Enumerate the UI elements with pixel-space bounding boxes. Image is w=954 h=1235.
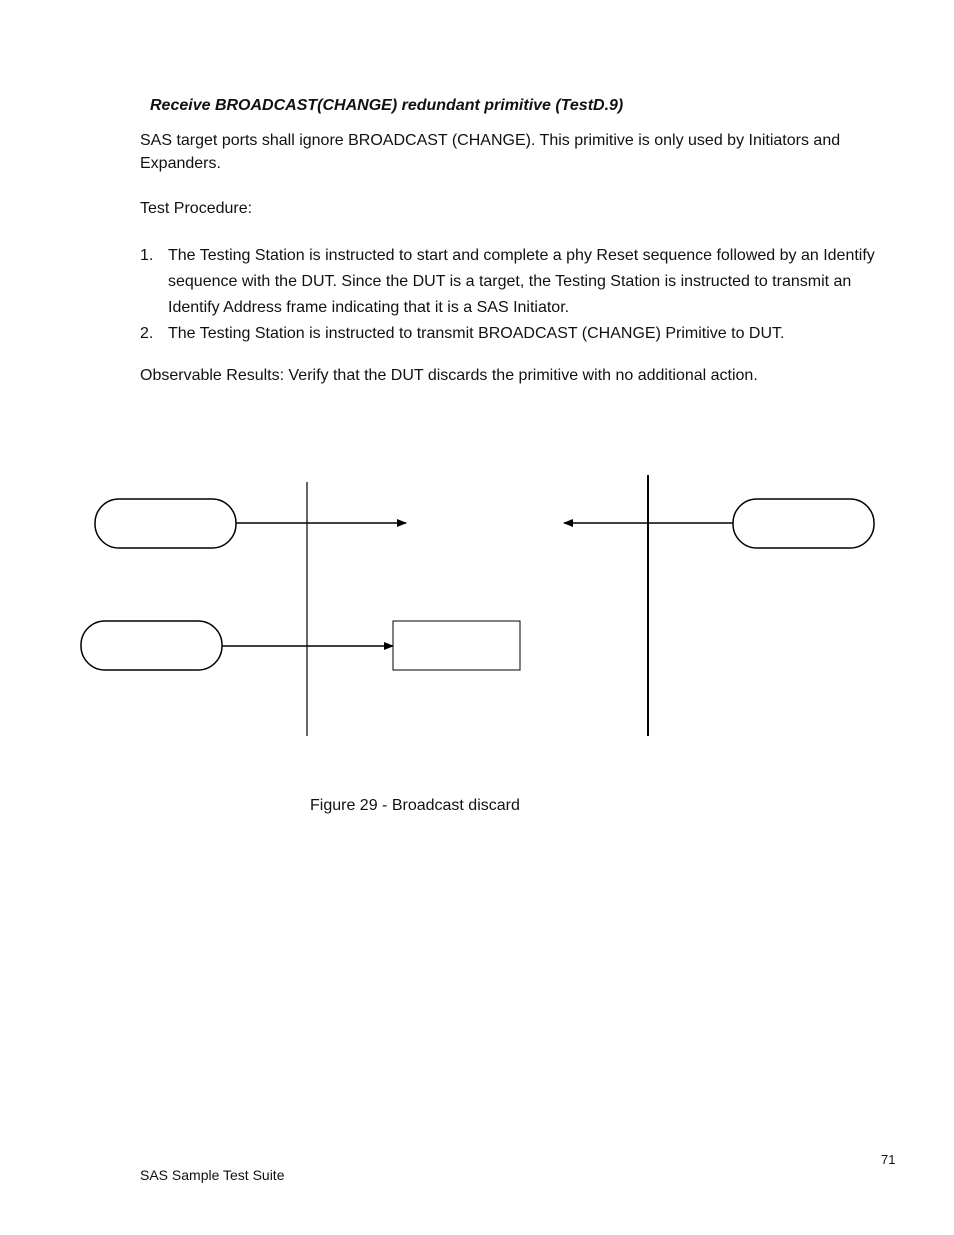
broadcast-discard-diagram bbox=[0, 460, 954, 760]
intro-paragraph: SAS target ports shall ignore BROADCAST (CHANGE). This primitive is only used by Initiators and Expanders. bbox=[140, 132, 841, 172]
step-text: The Testing Station is instructed to start and complete a phy Reset sequence followed by an Identify sequence with the DUT. Since the DUT is a target, the Testing Station is instructed to transmit an Identify Address frame indicating that it is a SAS Initiator. bbox=[168, 247, 875, 316]
section-heading: Receive BROADCAST(CHANGE) redundant primitive (TestD.9) bbox=[150, 97, 624, 114]
page-number: 71 bbox=[881, 1152, 896, 1167]
procedure-step bbox=[140, 321, 885, 347]
procedure-steps bbox=[140, 243, 885, 347]
footer-doc-title: SAS Sample Test Suite bbox=[140, 1167, 285, 1183]
step-number: 1. bbox=[140, 247, 154, 264]
procedure-step bbox=[140, 243, 885, 321]
step-number: 2. bbox=[140, 325, 154, 342]
discard-box bbox=[393, 621, 520, 670]
top-right-rounded-box bbox=[733, 499, 874, 548]
procedure-label: Test Procedure: bbox=[140, 200, 253, 217]
step-text: The Testing Station is instructed to transmit BROADCAST (CHANGE) Primitive to DUT. bbox=[168, 325, 785, 342]
bottom-left-rounded-box bbox=[81, 621, 222, 670]
observable-results: Observable Results: Verify that the DUT discards the primitive with no additional action. bbox=[140, 367, 758, 384]
top-left-rounded-box bbox=[95, 499, 236, 548]
figure-caption: Figure 29 - Broadcast discard bbox=[310, 797, 520, 814]
